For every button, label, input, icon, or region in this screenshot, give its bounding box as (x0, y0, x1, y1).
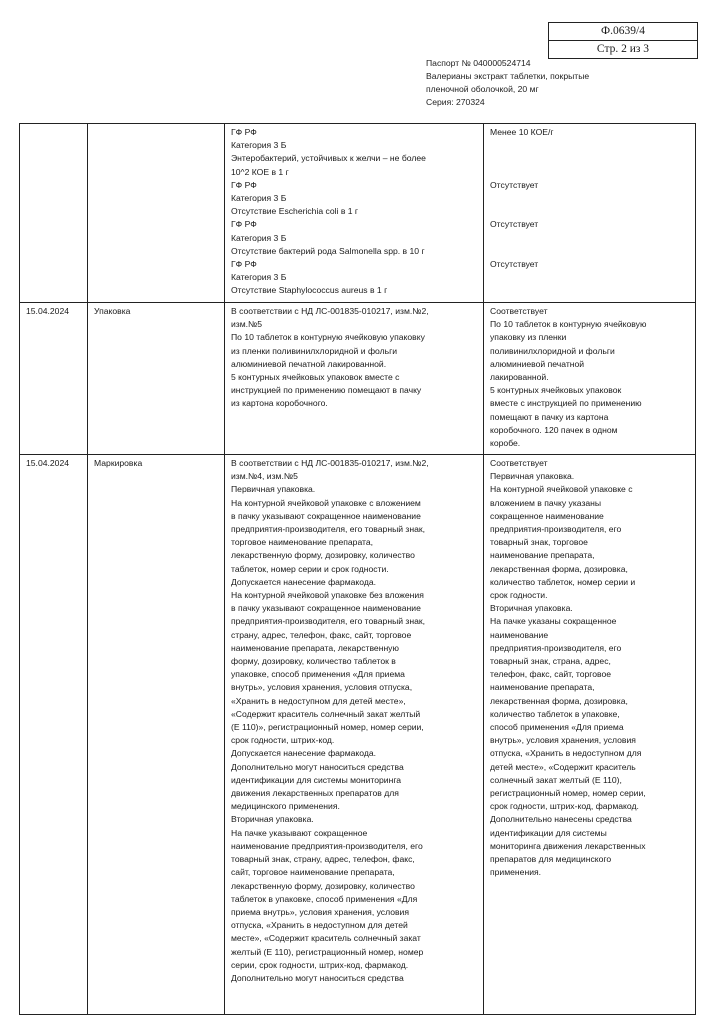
text-line: Категория 3 Б (231, 140, 287, 151)
result-cell (484, 303, 696, 455)
text-line: вложением в пачку указаны (490, 497, 602, 508)
page-number: Стр. 2 из 3 (549, 40, 697, 58)
text-line: наименование препарата, (490, 682, 595, 693)
text-line: На пачке указывают сокращенное (231, 827, 368, 838)
text-line: 10^2 КОЕ в 1 г (231, 166, 289, 177)
text-line: Категория 3 Б (231, 193, 287, 204)
text-line (490, 205, 692, 218)
text-line: предприятия-производителя, его (490, 642, 622, 653)
text-line: внутрь», условия хранения, условия (490, 735, 636, 746)
result-cell (484, 124, 696, 303)
text-line: товарный знак, страну, адрес, телефон, факс, (231, 854, 415, 865)
text-line: телефон, факс, сайт, торговое (490, 669, 612, 680)
text-line: Категория 3 Б (231, 232, 287, 243)
text-line: По 10 таблеток в контурную ячейковую (490, 319, 647, 330)
text-line: Дополнительно могут наноситься средства (231, 972, 404, 983)
text-line: в пачку указывают сокращенное наименование (231, 510, 421, 521)
text-line: коробе. (490, 438, 521, 449)
text-line: идентификации для системы мониторинга (231, 774, 402, 785)
text-line: Отсутствует (490, 179, 539, 190)
text-line: Энтеробактерий, устойчивых к желчи – не более (231, 153, 426, 164)
text-line: упаковке, способ применения «Для приема (231, 669, 405, 680)
text-line: ГФ РФ (231, 219, 257, 230)
text-line: движения лекарственных препаратов для (231, 788, 399, 799)
text-line: наименование предприятия-производителя, его (231, 840, 423, 851)
text-line: На контурной ячейковой упаковке с вложением (231, 497, 421, 508)
text-line: страну, адрес, телефон, факс, сайт, торговое (231, 629, 412, 640)
text-line: Соответствует (490, 458, 548, 468)
text-line: форму, дозировку, количество таблеток в (231, 656, 396, 667)
text-line: лекарственную форму, дозировку, количество (231, 880, 415, 891)
text-line: Дополнительно могут наноситься средства (231, 761, 404, 772)
text-line: регистрационный номер, номер серии, (490, 788, 646, 799)
date-cell: 15.04.2024 (20, 455, 88, 1015)
text-line: детей месте», «Содержит краситель (490, 761, 636, 772)
text-line: Допускается нанесение фармакода. (231, 748, 377, 759)
text-line: Отсутствие бактерий рода Salmonella spp. в 10 г (231, 245, 425, 256)
text-line: Вторичная упаковка. (231, 814, 314, 825)
text-line: мониторинга движения лекарственных (490, 840, 646, 851)
text-line: Допускается нанесение фармакода. (231, 576, 377, 587)
text-line: упаковку из пленки (490, 332, 567, 343)
text-line: алюминиевой печатной лакированной. (231, 358, 387, 369)
text-line: вместе с инструкцией по применению (490, 398, 642, 409)
text-line: Отсутствие Escherichia coli в 1 г (231, 206, 359, 217)
text-line: срок годности. (490, 590, 548, 601)
text-line: Отсутствует (490, 258, 539, 269)
text-line (490, 152, 692, 165)
text-line: сайт, торговое наименование препарата, (231, 867, 395, 878)
text-line: В соответствии с НД ЛС-001835-010217, изм.№2, (231, 306, 429, 316)
text-line: По 10 таблеток в контурную ячейковую упаковку (231, 332, 425, 343)
product-name-line-1: Валерианы экстракт таблетки, покрытые (426, 71, 590, 81)
text-line: сокращенное наименование (490, 510, 604, 521)
table-row (20, 124, 696, 303)
text-line: предприятия-производителя, его товарный знак, (231, 524, 426, 535)
text-line: коробочного. 120 пачек в одном (490, 424, 618, 435)
norm-cell (225, 303, 484, 455)
text-line: На пачке указаны сокращенное (490, 616, 617, 627)
text-line: из пленки поливинилхлоридной и фольги (231, 345, 398, 356)
table-row (20, 455, 696, 1015)
result-cell (484, 455, 696, 1015)
batch-number: Серия: 270324 (426, 97, 485, 107)
text-line: «Содержит краситель солнечный закат желтый (231, 708, 421, 719)
text-line: внутрь», условия хранения, условия отпуска, (231, 682, 413, 693)
text-line: серии, срок годности, штрих-код, фармакод. (231, 959, 409, 970)
text-line: (Е 110)», регистрационный номер, номер серии, (231, 722, 424, 733)
text-line: предприятия-производителя, его (490, 524, 622, 535)
text-line: Отсутствие Staphylococcus aureus в 1 г (231, 285, 388, 296)
text-line: На контурной ячейковой упаковке без вложения (231, 590, 424, 601)
text-line: идентификации для системы (490, 827, 607, 838)
text-line: ГФ РФ (231, 259, 257, 270)
text-line: срок годности, штрих-код, фармакод. (490, 801, 639, 812)
text-line: в пачку указывают сокращенное наименование (231, 603, 421, 614)
text-line: алюминиевой печатной (490, 358, 585, 369)
text-line: лекарственную форму, дозировку, количество (231, 550, 415, 561)
indicator-cell (88, 124, 225, 303)
text-line: срок годности, штрих-код. (231, 735, 335, 746)
text-line: Дополнительно нанесены средства (490, 814, 632, 825)
form-code-box (548, 22, 698, 59)
text-line: отпуска, «Хранить в недоступном для детей (231, 920, 408, 931)
text-line: изм.№4, изм.№5 (231, 471, 298, 482)
indicator-cell: Упаковка (88, 303, 225, 455)
text-line: Категория 3 Б (231, 272, 287, 283)
form-code: Ф.0639/4 (601, 25, 645, 37)
text-line: инструкцией по применению помещают в пачку (231, 385, 422, 396)
text-line: 5 контурных ячейковых упаковок (490, 385, 622, 396)
text-line: Первичная упаковка. (490, 471, 575, 482)
text-line: солнечный закат желтый (Е 110), (490, 774, 622, 785)
text-line: 5 контурных ячейковых упаковок вместе с (231, 372, 400, 383)
text-line: количество таблеток в упаковке, (490, 708, 620, 719)
text-line: В соответствии с НД ЛС-001835-010217, изм.№2, (231, 458, 429, 468)
text-line: торговое наименование препарата, (231, 537, 374, 548)
text-line: Отсутствует (490, 219, 539, 230)
text-line (490, 232, 692, 245)
table-row (20, 303, 696, 455)
text-line: количество таблеток, номер серии и (490, 576, 636, 587)
norm-cell (225, 455, 484, 1015)
text-line (490, 166, 692, 179)
text-line: таблеток, номер серии и срок годности. (231, 563, 389, 574)
text-line: лакированной. (490, 372, 549, 383)
text-line: товарный знак, страна, адрес, (490, 656, 611, 667)
date-cell (20, 124, 88, 303)
text-line (490, 245, 692, 258)
text-line: приема внутрь», условия хранения, условия (231, 906, 410, 917)
text-line (490, 192, 692, 205)
text-line: наименование препарата, лекарственную (231, 642, 399, 653)
text-line: изм.№5 (231, 319, 263, 330)
text-line: месте», «Содержит краситель солнечный закат (231, 933, 421, 944)
text-line: применения. (490, 867, 542, 878)
text-line: помещают в пачку из картона (490, 411, 609, 422)
text-line: способ применения «Для приема (490, 722, 624, 733)
text-line: лекарственная форма, дозировка, (490, 695, 628, 706)
passport-header (426, 57, 716, 109)
text-line: наименование (490, 629, 549, 640)
text-line: таблеток в упаковке, способ применения «Для (231, 893, 418, 904)
text-line: препаратов для медицинского (490, 854, 612, 865)
text-line: Первичная упаковка. (231, 484, 316, 495)
date-cell: 15.04.2024 (20, 303, 88, 455)
text-line: ГФ РФ (231, 179, 257, 190)
text-line: Соответствует (490, 306, 548, 316)
text-line: На контурной ячейковой упаковке с (490, 484, 633, 495)
text-line: товарный знак, торговое (490, 537, 588, 548)
product-name-line-2: пленочной оболочкой, 20 мг (426, 84, 539, 94)
text-line: из картона коробочного. (231, 398, 328, 409)
text-line: желтый (Е 110), регистрационный номер, номер (231, 946, 424, 957)
text-line: предприятия-производителя, его товарный знак, (231, 616, 426, 627)
text-line: Менее 10 КОЕ/г (490, 127, 554, 137)
text-line: «Хранить в недоступном для детей месте», (231, 695, 406, 706)
indicator-cell: Маркировка (88, 455, 225, 1015)
text-line: Вторичная упаковка. (490, 603, 573, 614)
passport-number: Паспорт № 040000524714 (426, 58, 531, 68)
text-line: медицинского применения. (231, 801, 340, 812)
quality-table (19, 123, 696, 1015)
text-line: наименование препарата, (490, 550, 595, 561)
text-line: лекарственная форма, дозировка, (490, 563, 628, 574)
text-line: ГФ РФ (231, 127, 257, 137)
text-line: поливинилхлоридной и фольги (490, 345, 615, 356)
text-line (490, 139, 692, 152)
norm-cell (225, 124, 484, 303)
text-line: отпуска, «Хранить в недоступном для (490, 748, 642, 759)
